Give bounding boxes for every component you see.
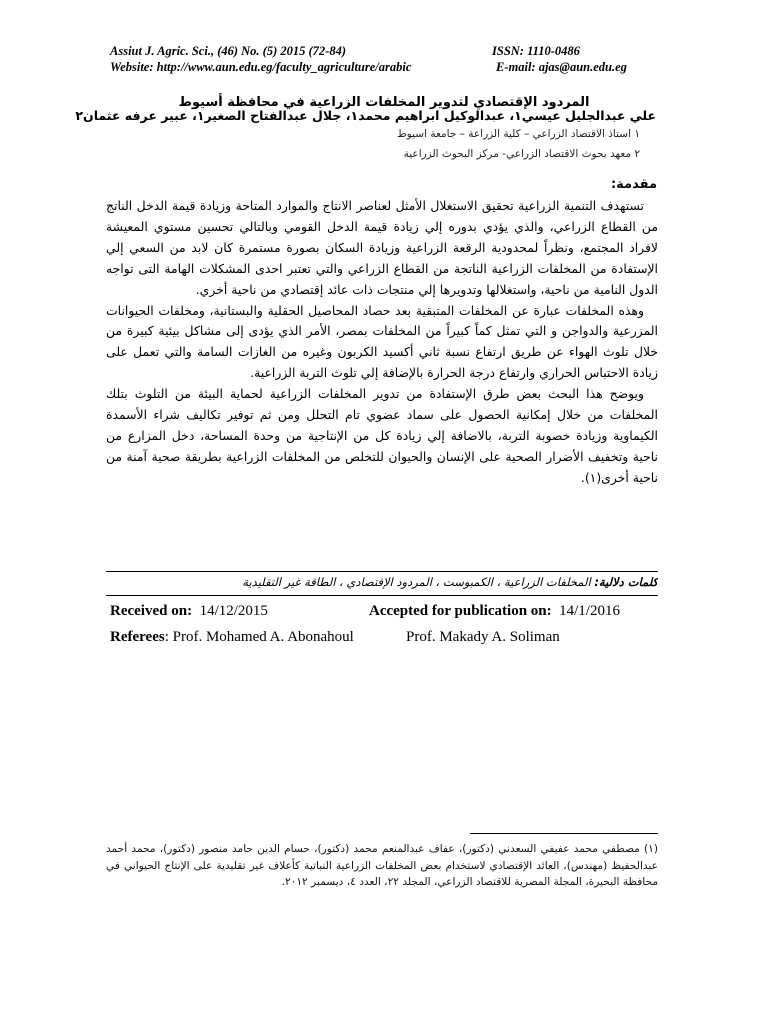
author-list: علي عبدالجليل عيسي١، عبدالوكيل ابراهيم محمد١، جلال عبدالفتاح الصغير١، عبير عرفه عثمان٢	[75, 108, 656, 123]
keywords-label: كلمات دلالية:	[594, 575, 658, 589]
intro-paragraph-1: تستهدف التنمية الزراعية تحقيق الاستغلال الأمثل لعناصر الانتاج والموارد المتاحة وزيادة قيمة الدخل الناتج من القطاع الزراعي، والذي يؤدي بدوره إلي زيادة قيمة الدخل القومي وبالتالي تحسين مستوي المعيشة لافراد المجتمع، ونظراً لمحدودية الرقعة الزراعية وزيادة السكان بصورة مستمرة كان لابد من السعي إلي الإستفادة من المخلفات الزراعية الناتجة من القطاع الزراعي والتي تعتبر احدى المشكلات الهامة التى تواجه الدول النامية من ناحية، واستغلالها وتدويرها إلي منتجات ذات عائد إقتصادي من ناحية أخري.	[106, 198, 658, 297]
received-label: Received on:	[110, 603, 193, 619]
accepted-label: Accepted for publication on:	[369, 603, 552, 619]
email-link[interactable]: E-mail: ajas@aun.edu.eg	[496, 60, 627, 74]
received-date: 14/12/2015	[199, 603, 268, 619]
accepted-date: 14/1/2016	[559, 603, 620, 619]
referee-1: Prof. Mohamed A. Abonahoul	[172, 629, 354, 645]
intro-body	[106, 196, 658, 489]
affiliation-2: ٢ معهد بحوث الاقتصاد الزراعي- مركز البحوث الزراعية	[403, 148, 640, 160]
section-heading: مقدمة:	[610, 177, 657, 192]
intro-paragraph-2: وهذه المخلفات عبارة عن المخلفات المتبقية بعد حصاد المحاصيل الحقلية والبستانية، ومخلفات الحيوانات المزرعية والدواجن و التي تمثل كماً كبيراً من المخلفات بمصر، الأمر الذي يؤدى إلى مشاكل بيئية كبيرة من خلال تلوث الهواء عن طريق ارتفاع نسبة ثاني أكسيد الكربون وغيره من الغازات السامة والتي تعمل على زيادة الاحتباس الحراري وارتفاع درجة الحرارة بالإضافة إلي تلوث التربة الزراعية.	[106, 302, 658, 381]
divider-top	[106, 571, 658, 572]
intro-paragraph-3: ويوضح هذا البحث بعض طرق الإستفادة من تدوير المخلفات الزراعية لحماية البيئة من التلوث بتلك المخلفات من خلال إمكانية الحصول على سماد عضوي تام التحلل ومن ثم توفير تكاليف شراء الأسمدة الكيماوية وزيادة خصوبة التربة، بالاضافة إلي زيادة كل من الإنتاجية من وحدة المساحة، دخل المزارع من ناحية وتخفيف الأضرار الصحية على الإنسان والحيوان للتخلص من المخلفات الزراعية بطريقة صحية آمنة من ناحية أخرى(١).	[106, 386, 658, 485]
divider-bottom	[106, 595, 658, 596]
issn: ISSN: 1110-0486	[492, 44, 580, 58]
keywords-text: المخلفات الزراعية ، الكمبوست ، المردود الإقتصادي ، الطاقة غير التقليدية	[242, 575, 591, 589]
footnote	[106, 841, 658, 891]
website-link[interactable]: Website: http://www.aun.edu.eg/faculty_agriculture/arabic	[110, 60, 412, 74]
referee-2: Prof. Makady A. Soliman	[406, 629, 560, 645]
article-title: المردود الإقتصادي لتدوير المخلفات الزراعية في محافظة أسيوط	[178, 95, 590, 110]
journal-citation: Assiut J. Agric. Sci., (46) No. (5) 2015 (72-84)	[110, 44, 346, 58]
footnote-text: (١) مصطفي محمد عفيفي السعدني (دكتور)، عفاف عبدالمنعم محمد (دكتور)، حسام الدين حامد منصور (دكتور)، محمد أحمد عبدالحفيظ (مهندس)، العائد الإقتصادي لاستخدام بعض المخلفات الزراعية النباتية كأعلاف غير تقليدية على الإنتاج الحيواني في محافظة البحيرة، المجلة المصرية للاقتصاد الزراعي، المجلد ٢٢، العدد ٤، ديسمبر ٢٠١٢.	[106, 843, 658, 889]
referees-line: Referees: Prof. Mohamed A. Abonahoul Prof. Makady A. Soliman	[110, 629, 560, 645]
dates-line	[110, 603, 658, 620]
affiliation-1: ١ استاذ الاقتصاد الزراعي – كلية الزراعة – جامعة اسيوط	[396, 128, 640, 140]
footnote-rule	[470, 833, 658, 834]
keywords	[106, 575, 658, 589]
referees-label: Referees	[110, 629, 165, 645]
